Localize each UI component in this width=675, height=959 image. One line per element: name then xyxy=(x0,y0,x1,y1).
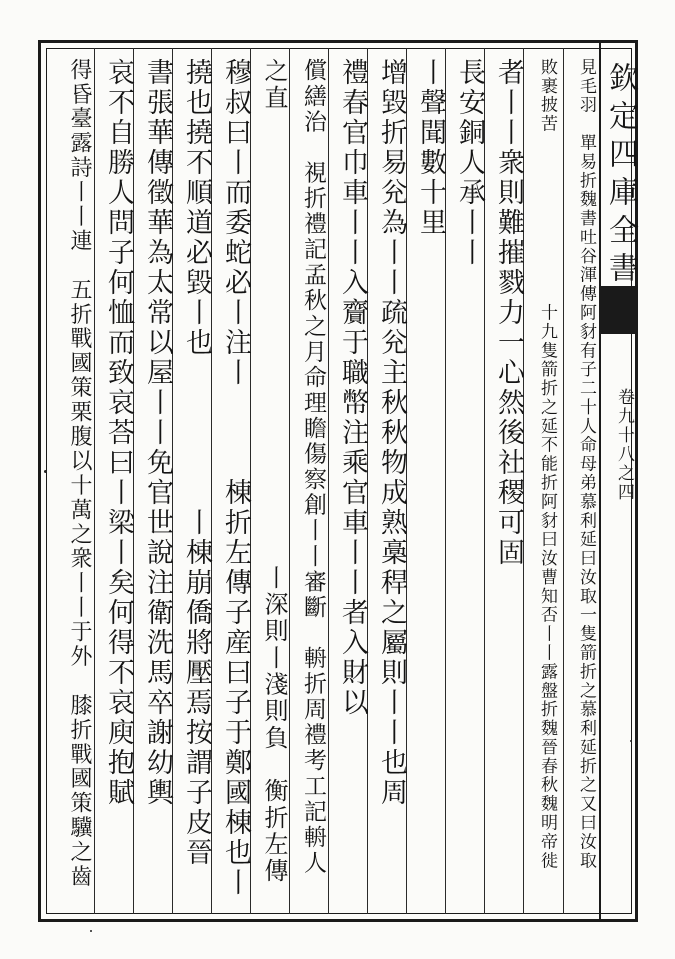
text-column-12: 書張華傳徵華為太常以屋丨丨免官世說注衛洗馬卒謝幼輿 xyxy=(142,58,173,808)
text-column-7: 禮春官巾車丨丨入齎于職幣注乘官車丨丨者入財以 xyxy=(337,58,368,718)
text-column-10: 穆叔曰丨而委蛇必丨注丨 棟折左傳子産曰子于鄭國棟也丨 xyxy=(220,58,251,898)
scan-speck xyxy=(630,740,632,742)
text-column-11: 撓也撓不順道必毀丨也 丨棟崩僑將壓焉按謂子皮晉 xyxy=(181,58,212,868)
text-column-13: 哀不自勝人問子何恤而致哀荅曰丨梁丨矣何得不哀庾抱賦 xyxy=(103,58,134,808)
book-title: 欽定四庫全書 xyxy=(603,62,638,290)
text-column-4: 長安銅人承丨丨 xyxy=(454,58,485,268)
text-column-5: 丨聲聞數十里 xyxy=(415,58,446,238)
scan-speck xyxy=(44,470,47,473)
text-column-14: 得昏臺露詩丨丨連 五折戰國策栗腹以十萬之衆丨丨于外 膝折戰國策驥之齒 xyxy=(67,58,92,890)
text-column-1: 見毛羽 單易折魏書吐谷渾傳阿豺有子二十人命母弟慕利延曰汝取一隻箭折之慕利延折之又曰汝取 xyxy=(576,58,596,871)
text-column-8: 償繕治 視折禮記孟秋之月命理瞻傷察創丨丨審斷 輈折周禮考工記輈人 xyxy=(300,58,326,876)
text-column-2: 敗裹披苦 十九隻箭折之延不能折阿豺曰汝曹知否丨丨露盤折魏晉春秋魏明帝徙 xyxy=(537,58,557,871)
scan-speck xyxy=(90,930,92,932)
text-column-3: 者丨丨衆則難摧戮力一心然後社稷可固 xyxy=(493,58,524,568)
volume-label: 卷九十八之四 xyxy=(614,388,634,502)
text-column-9: 之直 丨深則丨淺則負 衡折左傳 xyxy=(260,58,288,885)
text-column-6: 增毀折易兊為丨丨疏兊主秋秋物成熟槀稈之屬則丨丨也周 xyxy=(376,58,407,808)
